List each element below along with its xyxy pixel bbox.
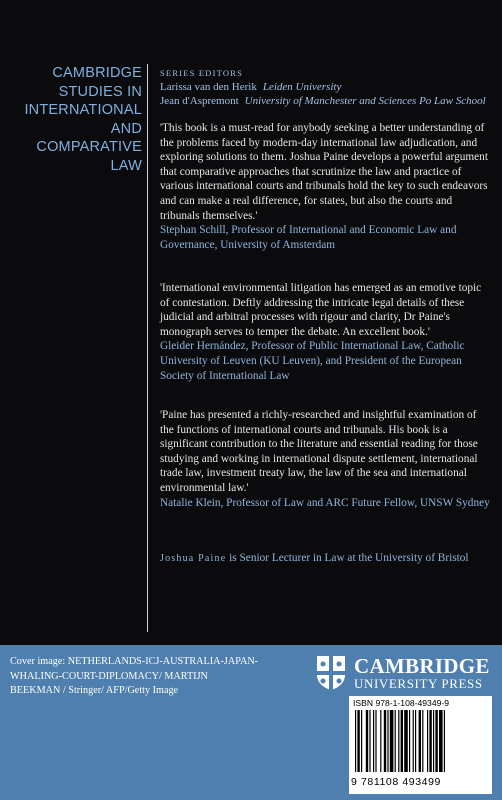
series-title-line: AND — [110, 120, 142, 137]
author-bio — [160, 551, 490, 567]
publisher-name — [354, 653, 490, 691]
review-author: Stephan Schill, Professor of International and Economic Law and Governance, University of Amsterdam — [160, 224, 457, 251]
series-title — [10, 64, 142, 175]
review-quote: 'Paine has presented a richly-researched and insightful examination of the functions of international courts and tribunals. His book is a significant contribution to the literature and essential reading for those studying and working in international dispute settlement, international trade law, investment treaty law, the law of the sea and international environmental law.' — [160, 409, 478, 494]
review-block — [160, 121, 490, 252]
review-block — [160, 408, 490, 510]
author-name: Joshua Paine — [160, 553, 227, 564]
review-author: Natalie Klein, Professor of Law and ARC Future Fellow, UNSW Sydney — [160, 496, 490, 509]
vertical-divider — [147, 64, 148, 632]
series-title-line: CAMBRIDGE — [52, 65, 142, 81]
editor-affiliation: Leiden University — [262, 81, 342, 93]
publisher-logo — [316, 655, 490, 691]
editor-affiliation: University of Manchester and Sciences Po Law School — [244, 95, 486, 107]
series-editors-heading: SERIES EDITORS — [160, 68, 243, 78]
publisher-line-2: UNIVERSITY PRESS — [354, 675, 483, 691]
shield-icon — [316, 655, 346, 691]
series-title-line: COMPARATIVE — [36, 139, 142, 155]
publisher-line-1: CAMBRIDGE — [354, 653, 490, 678]
barcode-digits: 9 781108 493499 — [351, 776, 441, 788]
series-title-line: LAW — [110, 157, 142, 174]
review-quote: 'This book is a must-read for anybody seeking a better understanding of the problems faced by modern-day international law adjudication, and exploring solutions to them. Joshua Paine develops a powerful argument that comparative approaches that scrutinize the law and practice of various international courts and tribunals hold the key to such endeavors and can make a real difference, for states, but also the courts and tribunals themselves.' — [160, 122, 488, 222]
editor-name: Jean d'Aspremont — [160, 95, 239, 107]
author-bio-text: is Senior Lecturer in Law at the University of Bristol — [226, 552, 469, 564]
editor-entry — [160, 94, 500, 108]
review-block — [160, 281, 490, 383]
barcode-bars — [355, 710, 486, 772]
isbn-barcode — [349, 696, 492, 794]
editor-name: Larissa van den Herik — [160, 81, 257, 93]
series-title-line: INTERNATIONAL — [24, 102, 142, 118]
series-title-line: STUDIES IN — [58, 83, 142, 100]
isbn-label: ISBN 978-1-108-49349-9 — [353, 698, 450, 708]
review-quote: 'International environmental litigation has emerged as an emotive topic of contestation. Deftly addressing the intricate legal details of these judicial and arbitral processes with rigour and clarity, Dr Paine's monograph serves to temper the debate. An excellent book.' — [160, 282, 482, 338]
cover-image-credit: Cover image: NETHERLANDS-ICJ-AUSTRALIA-JAPAN-WHALING-COURT-DIPLOMACY/ MARTIJN BEEKMAN / Stringer/ AFP/Getty Image — [10, 656, 259, 696]
series-editors — [160, 66, 500, 108]
review-author: Gleider Hernández, Professor of Public International Law, Catholic University of Leuven (KU Leuven), and President of the European Society of International Law — [160, 340, 465, 382]
editor-entry — [160, 80, 500, 94]
